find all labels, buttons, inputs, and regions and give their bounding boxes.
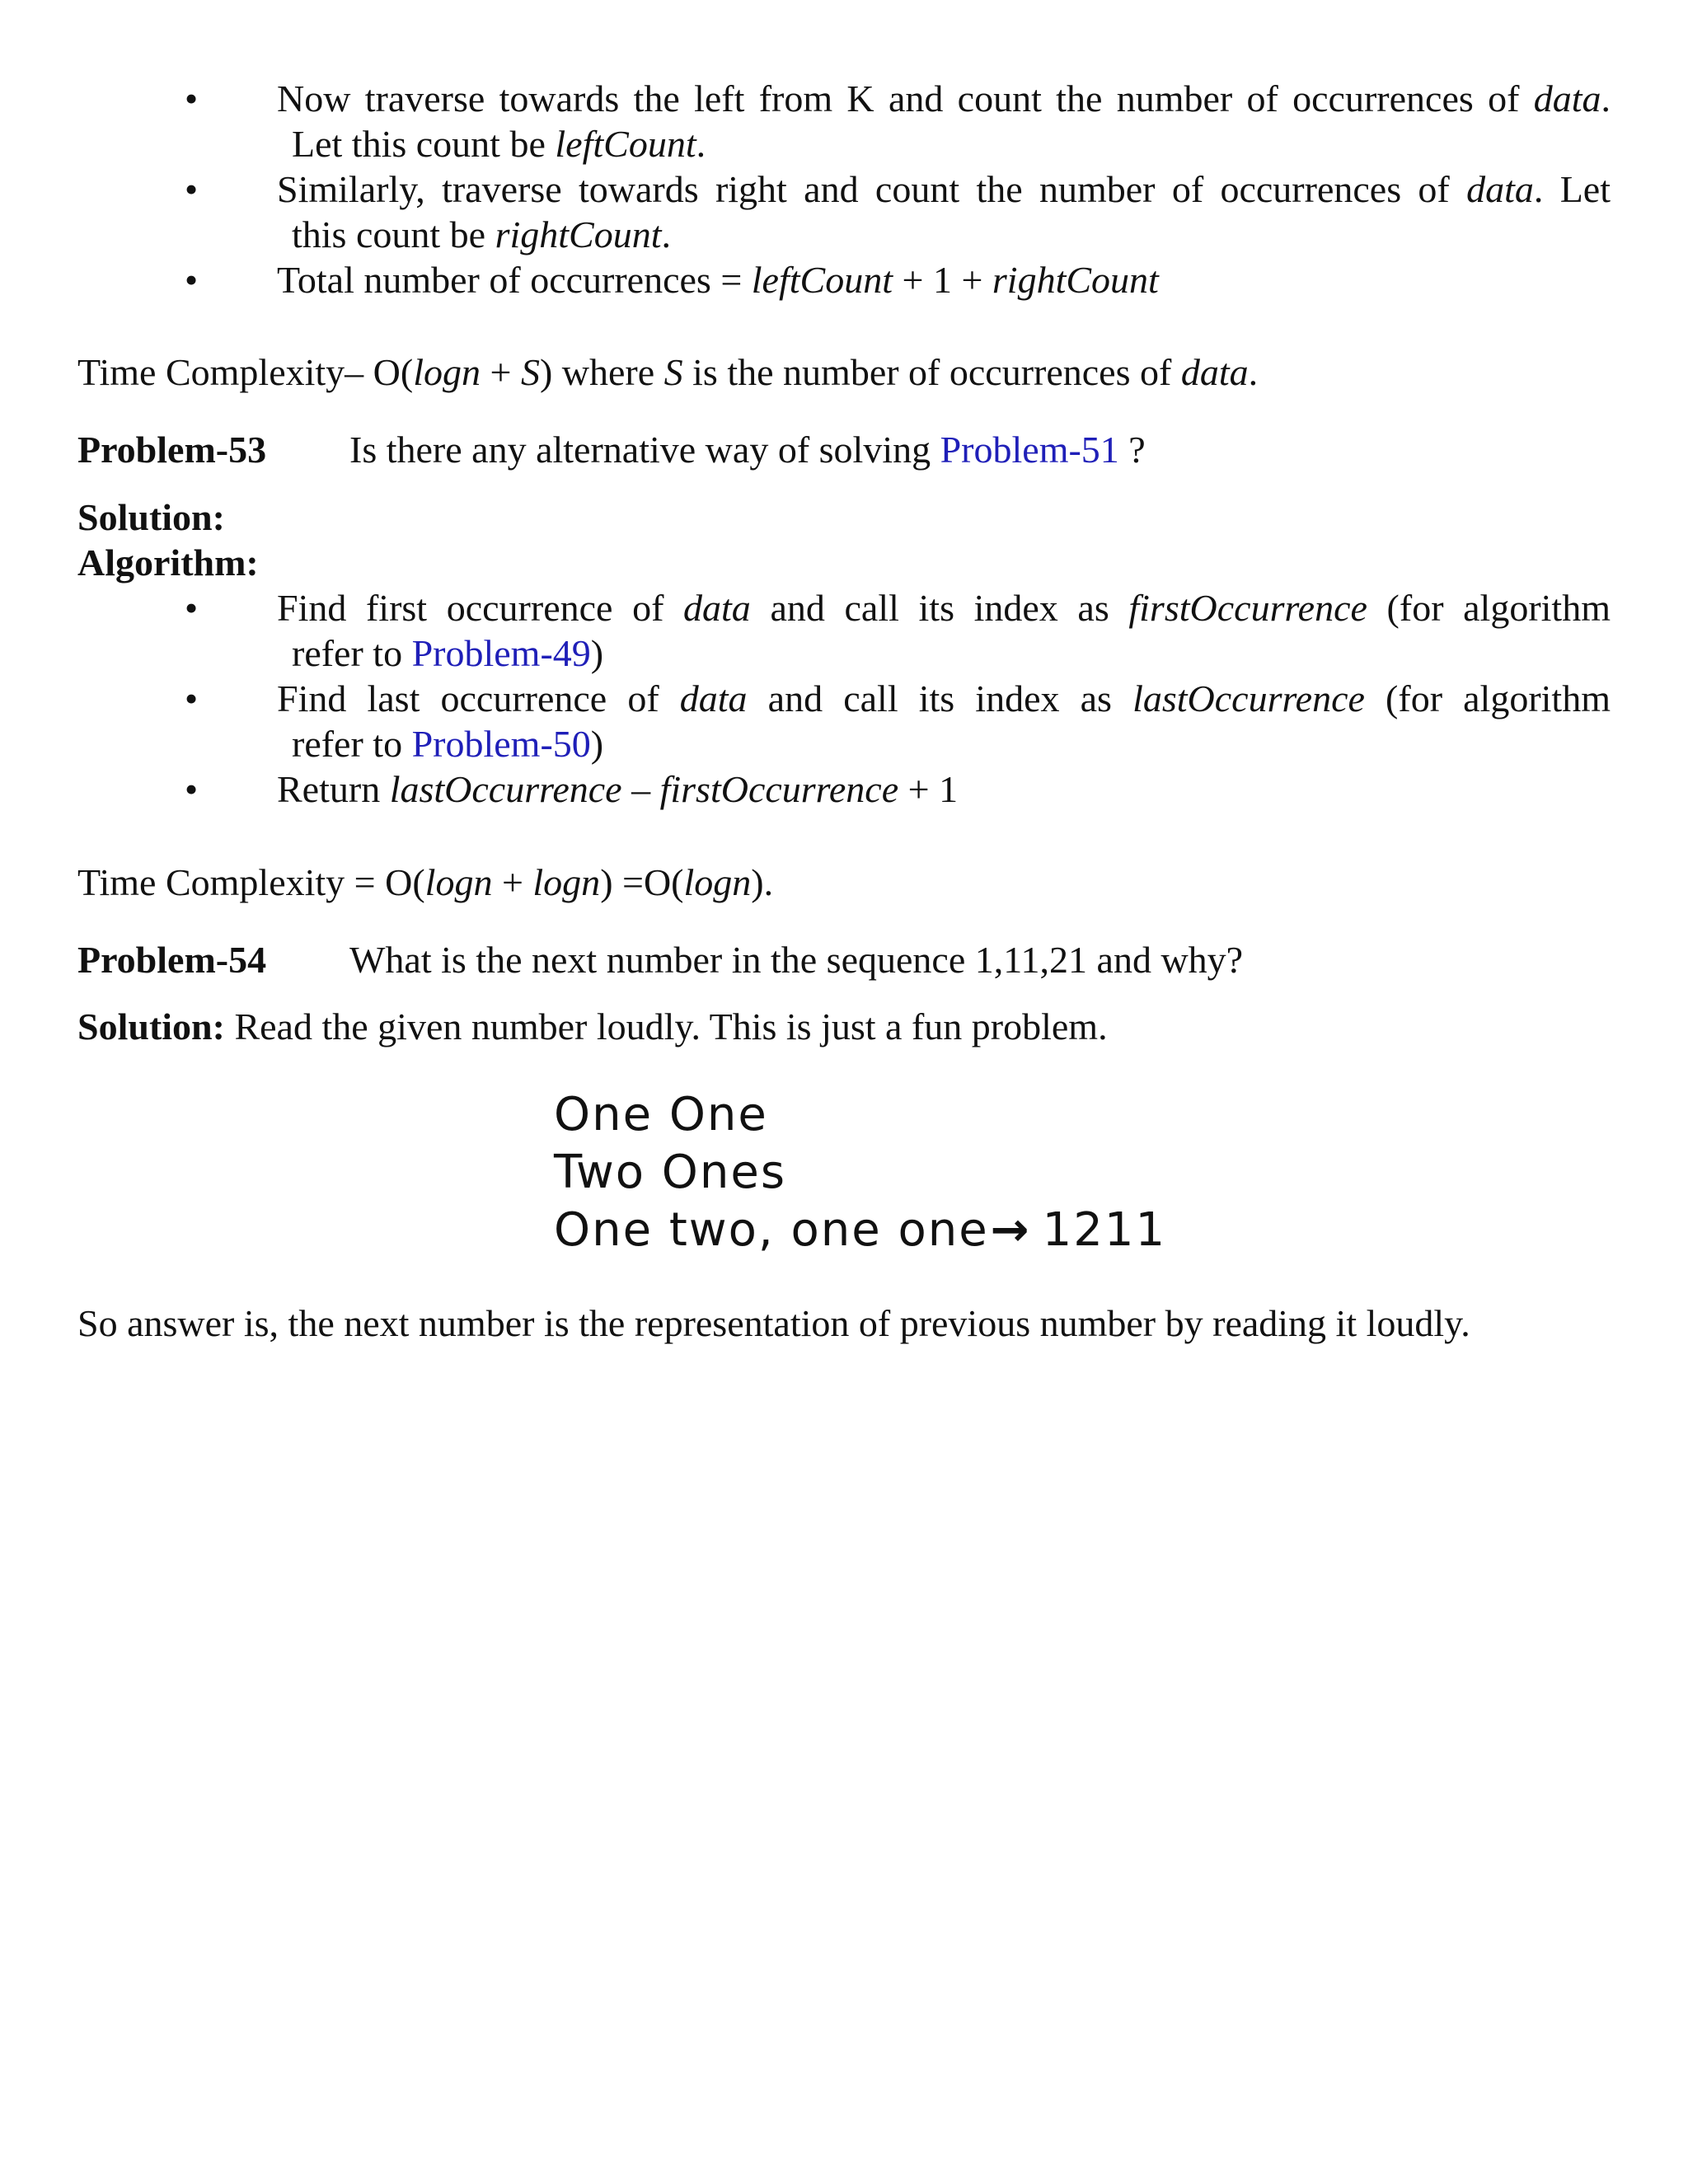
problem-53-question: Is there any alternative way of solving Problem-51 ? bbox=[349, 429, 1146, 471]
bullet-icon: • bbox=[185, 768, 199, 810]
problem-54-solution: Solution: Read the given number loudly. This is just a fun problem. bbox=[77, 1005, 1108, 1047]
bullet-icon: • bbox=[185, 77, 199, 120]
reading-line: One two, one one→ 1211 bbox=[554, 1202, 1166, 1259]
bullet-line: this count be rightCount. bbox=[292, 213, 672, 255]
bullet-line: Similarly, traverse towards right and count the number of occurrences of data. Let bbox=[277, 168, 1611, 210]
list-item bbox=[0, 676, 1688, 766]
bullet-line: Return lastOccurrence – firstOccurrence + 1 bbox=[277, 768, 959, 810]
time-complexity-statement: Time Complexity = O(logn + logn) =O(logn). bbox=[77, 861, 774, 903]
list-item bbox=[0, 166, 1688, 257]
conclusion-text: So answer is, the next number is the representation of previous number by reading it loudly. bbox=[77, 1302, 1470, 1344]
solution-label: Solution: bbox=[77, 1005, 225, 1047]
problem-54-question: What is the next number in the sequence 1,11,21 and why? bbox=[349, 939, 1244, 981]
algorithm-label: Algorithm: bbox=[77, 541, 259, 583]
right-arrow-icon: → bbox=[990, 1203, 1031, 1257]
problem-51-link[interactable]: Problem-51 bbox=[940, 429, 1119, 471]
list-item bbox=[0, 257, 1688, 302]
reading-line: One One bbox=[554, 1088, 768, 1141]
reading-line: Two Ones bbox=[554, 1146, 786, 1199]
bullet-line: Find first occurrence of data and call its index as firstOccurrence (for algorithm bbox=[277, 587, 1611, 629]
bullet-icon: • bbox=[185, 587, 199, 629]
problem-54-label: Problem-54 bbox=[77, 939, 267, 981]
bullet-line: Now traverse towards the left from K and count the number of occurrences of data. bbox=[277, 77, 1611, 120]
list-item bbox=[0, 766, 1688, 812]
bullet-line: refer to Problem-49) bbox=[292, 632, 604, 674]
problem-50-link[interactable]: Problem-50 bbox=[411, 723, 591, 765]
problem-49-link[interactable]: Problem-49 bbox=[411, 632, 591, 674]
solution-label: Solution: bbox=[77, 496, 225, 538]
list-item bbox=[0, 76, 1688, 166]
time-complexity-statement: Time Complexity– O(logn + S) where S is the number of occurrences of data. bbox=[77, 351, 1259, 393]
reading-illustration bbox=[554, 1086, 1166, 1259]
bullet-icon: • bbox=[185, 168, 199, 210]
bullet-icon: • bbox=[185, 259, 199, 301]
problem-53-label: Problem-53 bbox=[77, 429, 267, 471]
algorithm-bullet-list bbox=[0, 585, 1688, 812]
traversal-bullet-list bbox=[0, 76, 1688, 302]
bullet-line: refer to Problem-50) bbox=[292, 723, 604, 765]
list-item bbox=[0, 585, 1688, 676]
bullet-line: Total number of occurrences = leftCount + 1 + rightCount bbox=[277, 259, 1159, 301]
bullet-line: Find last occurrence of data and call its index as lastOccurrence (for algorithm bbox=[277, 677, 1611, 719]
bullet-line: Let this count be leftCount. bbox=[292, 123, 706, 165]
bullet-icon: • bbox=[185, 677, 199, 719]
